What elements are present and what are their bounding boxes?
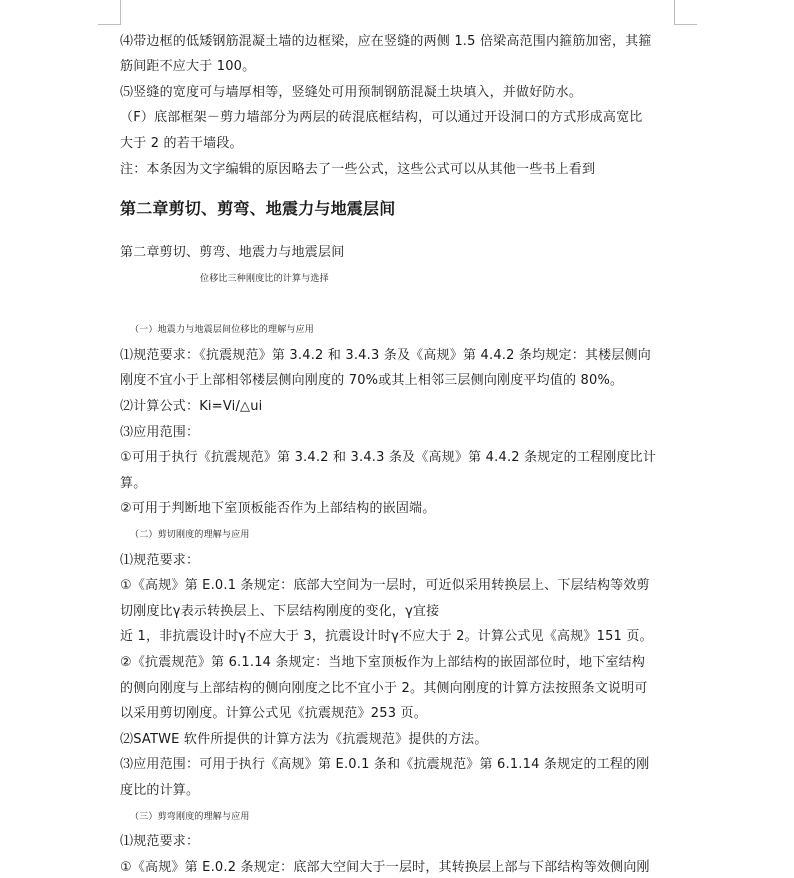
chapter-subtitle-line: 位移比三种刚度比的计算与选择: [200, 274, 329, 284]
formula-line: ⑵计算公式：Ki=Vi/△ui: [120, 399, 263, 414]
section-heading: （二）剪切刚度的理解与应用: [130, 530, 250, 540]
paragraph-line: 筋间距不应大于 100。: [120, 59, 256, 74]
paragraph-line: 的侧向刚度与上部结构的侧向刚度之比不宜小于 2。其侧向刚度的计算方法按照条文说明可: [120, 681, 648, 696]
paragraph-line: 度比的计算。: [120, 783, 200, 798]
paragraph-line: ①《高规》第 E.0.2 条规定：底部大空间大于一层时，其转换层上部与下部结构等效侧向刚: [120, 860, 650, 875]
paragraph-line: ②可用于判断地下室顶板能否作为上部结构的嵌固端。: [120, 501, 436, 516]
paragraph-line: 刚度不宜小于上部相邻楼层侧向刚度的 70%或其上相邻三层侧向刚度平均值的 80%。: [120, 373, 624, 388]
paragraph-line: ⑴规范要求：: [120, 553, 200, 568]
paragraph-line: 算。: [120, 476, 147, 491]
paragraph-line: ⑴规范要求：《抗震规范》第 3.4.2 和 3.4.3 条及《高规》第 4.4.2 条均规定：其楼层侧向: [120, 348, 651, 363]
paragraph-line: ①《高规》第 E.0.1 条规定：底部大空间为一层时，可近似采用转换层上、下层结构等效剪: [120, 578, 650, 593]
paragraph-line: 近 1，非抗震设计时γ不应大于 3，抗震设计时γ不应大于 2。计算公式见《高规》151 页。: [120, 629, 653, 644]
paragraph-line: ②《抗震规范》第 6.1.14 条规定：当地下室顶板作为上部结构的嵌固部位时，地下室结构: [120, 655, 646, 670]
paragraph-line: ⑶应用范围：可用于执行《高规》第 E.0.1 条和《抗震规范》第 6.1.14 条规定的工程的刚: [120, 757, 650, 772]
paragraph-line: ⑵SATWE 软件所提供的计算方法为《抗震规范》提供的方法。: [120, 732, 488, 747]
page-margin-corner-right: [674, 0, 697, 25]
note-line: 注：本条因为文字编辑的原因略去了一些公式，这些公式可以从其他一些书上看到: [120, 162, 596, 177]
paragraph-line: 以采用剪切刚度。计算公式见《抗震规范》253 页。: [120, 706, 427, 721]
paragraph-line: ①可用于执行《抗震规范》第 3.4.2 和 3.4.3 条及《高规》第 4.4.2 条规定的工程刚度比计: [120, 450, 657, 465]
paragraph-line: ⑶应用范围：: [120, 425, 200, 440]
paragraph-line: ⑷带边框的低矮钢筋混凝土墙的边框梁，应在竖缝的两侧 1.5 倍梁高范围内箍筋加密，其箍: [120, 34, 652, 49]
paragraph-line: （F）底部框架－剪力墙部分为两层的砖混底框结构，可以通过开设洞口的方式形成高宽比: [120, 110, 643, 125]
paragraph-line: ⑸竖缝的宽度可与墙厚相等，竖缝处可用预制钢筋混凝土块填入，并做好防水。: [120, 85, 583, 100]
paragraph-line: ⑴规范要求：: [120, 834, 200, 849]
section-heading: （三）剪弯刚度的理解与应用: [130, 812, 250, 822]
paragraph-line: 切刚度比γ表示转换层上、下层结构刚度的变化，γ宜接: [120, 604, 440, 619]
chapter-heading: 第二章剪切、剪弯、地震力与地震层间: [120, 199, 396, 218]
section-heading: （一）地震力与地震层间位移比的理解与应用: [130, 325, 315, 335]
page-margin-corner-left: [98, 0, 121, 25]
paragraph-line: 大于 2 的若干墙段。: [120, 136, 243, 151]
chapter-title-line: 第二章剪切、剪弯、地震力与地震层间: [120, 245, 345, 260]
